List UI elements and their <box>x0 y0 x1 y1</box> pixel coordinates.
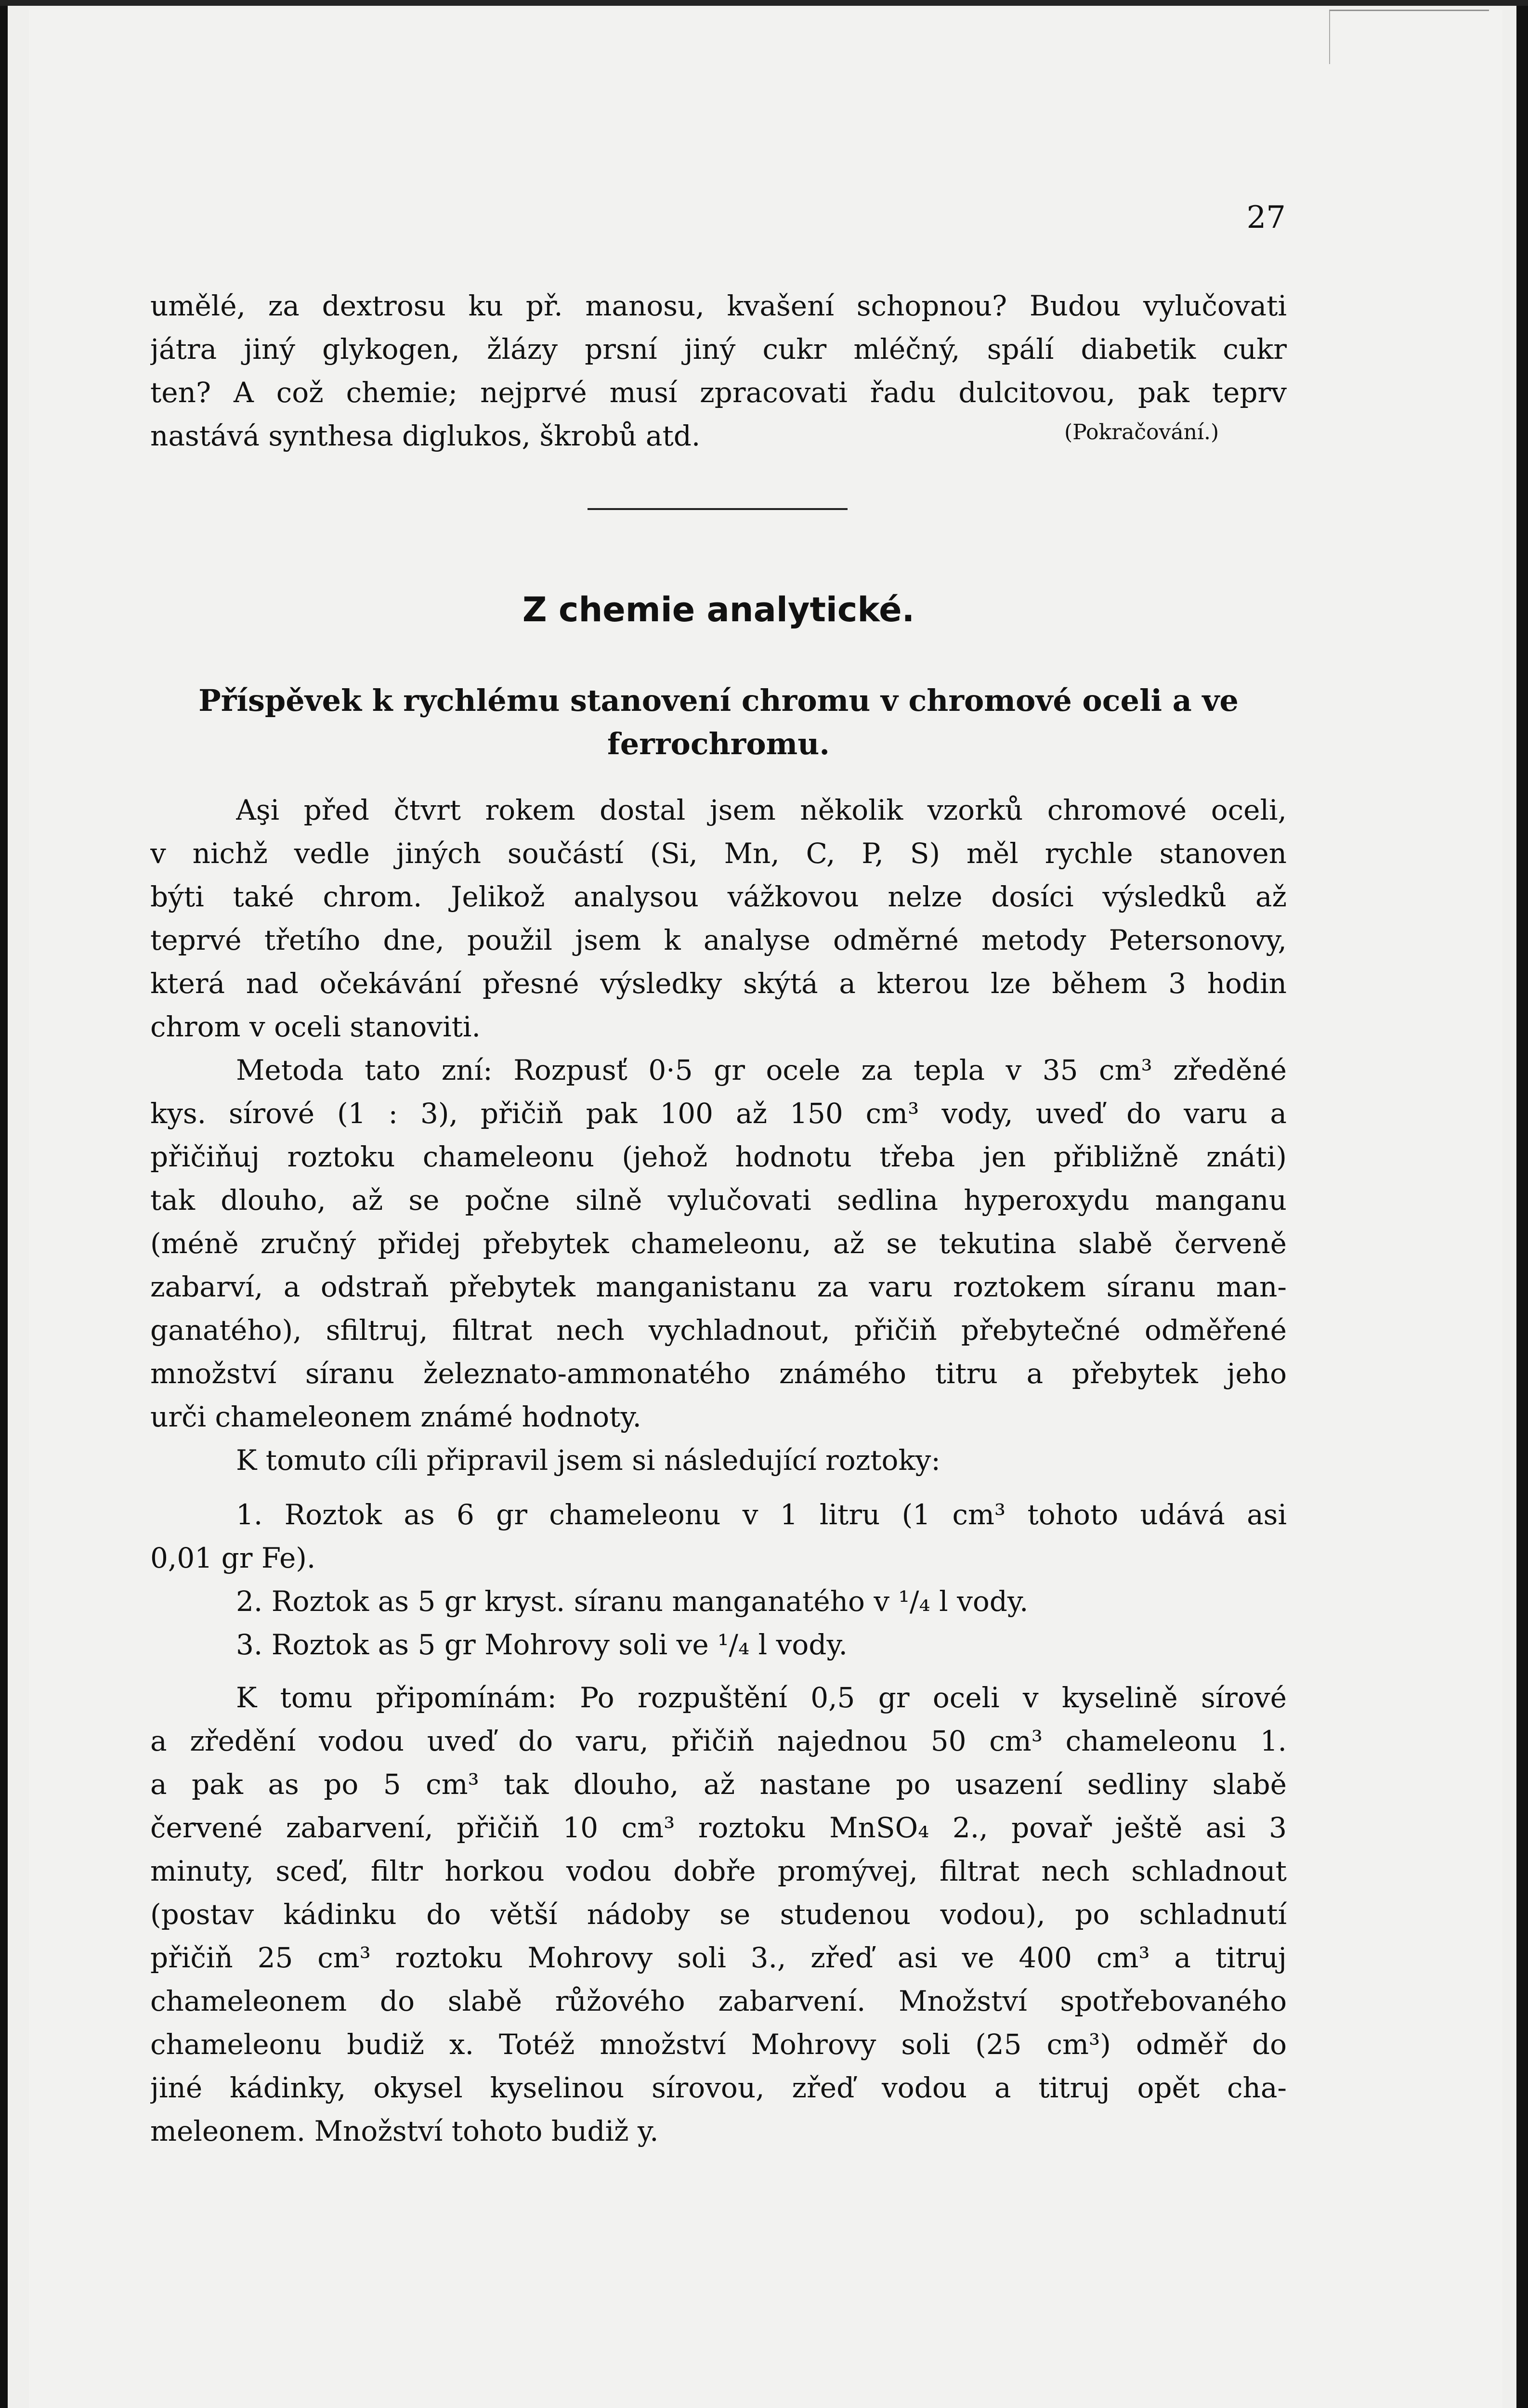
scan-border-top <box>0 0 1528 6</box>
paragraph-line: býti také chrom. Jelikož analysou vážkovou nelze dosíci výsledků až <box>150 880 1287 913</box>
paragraph-line: K tomu připomínám: Po rozpuštění 0,5 gr oceli v kyselině sírové <box>236 1681 1287 1714</box>
scan-artifact <box>1329 10 1489 64</box>
paragraph-line: teprvé třetího dne, použil jsem k analyse odměrné metody Petersonovy, <box>150 924 1287 956</box>
paragraph-line: chameleonem do slabě růžového zabarvení. Množství spotřebovaného <box>150 1985 1287 2017</box>
continuation-line: ten? A což chemie; nejprvé musí zpracovati řadu dulcitovou, pak teprv <box>150 376 1287 409</box>
article-title-line: Příspěvek k rychlému stanovení chromu v chromové oceli a ve <box>198 683 1239 718</box>
paragraph-line: tak dlouho, až se počne silně vylučovati sedlina hyperoxydu manganu <box>150 1184 1287 1217</box>
list-item: 0,01 gr Fe). <box>150 1542 316 1574</box>
list-item: 1. Roztok as 6 gr chameleonu v 1 litru (1 cm³ tohoto udává asi <box>236 1498 1287 1531</box>
section-title: Z chemie analytické. <box>522 590 915 629</box>
paragraph-line: K tomuto cíli připravil jsem si následující roztoky: <box>236 1444 940 1477</box>
scan-border-right <box>1516 0 1528 2408</box>
paragraph-line: ganatého), sfiltruj, filtrat nech vychladnout, přičiň přebytečné odměřené <box>150 1314 1287 1347</box>
paragraph-line: minuty, sceď, filtr horkou vodou dobře promývej, filtrat nech schladnout <box>150 1855 1287 1887</box>
paragraph-line: zabarví, a odstraň přebytek manganistanu za varu roztokem síranu man- <box>150 1270 1287 1303</box>
paragraph-line: jiné kádinky, okysel kyselinou sírovou, zřeď vodou a titruj opět cha- <box>150 2071 1287 2104</box>
continuation-line: játra jiný glykogen, žlázy prsní jiný cukr mléčný, spálí diabetik cukr <box>150 333 1287 366</box>
paragraph-line: meleonem. Množství tohoto budiž y. <box>150 2115 659 2147</box>
paragraph-line: v nichž vedle jiných součástí (Si, Mn, C, P, S) měl rychle stanoven <box>150 837 1287 870</box>
paragraph-line: která nad očekávání přesné výsledky skýtá a kterou lze během 3 hodin <box>150 967 1287 1000</box>
paragraph-line: přičiň 25 cm³ roztoku Mohrovy soli 3., zřeď asi ve 400 cm³ a titruj <box>150 1941 1287 1974</box>
paragraph-line: Metoda tato zní: Rozpusť 0·5 gr ocele za tepla v 35 cm³ zředěné <box>236 1054 1287 1086</box>
scan-border-left <box>0 0 8 2408</box>
paragraph-line: a pak as po 5 cm³ tak dlouho, až nastane po usazení sedliny slabě <box>150 1768 1287 1801</box>
list-item: 3. Roztok as 5 gr Mohrovy soli ve ¹/₄ l vody. <box>236 1628 848 1661</box>
paragraph-line: kys. sírové (1 : 3), přičiň pak 100 až 150 cm³ vody, uveď do varu a <box>150 1097 1287 1130</box>
section-divider <box>588 508 848 510</box>
paragraph-line: množství síranu železnato-ammonatého známého titru a přebytek jeho <box>150 1357 1287 1390</box>
paragraph-line: červené zabarvení, přičiň 10 cm³ roztoku MnSO₄ 2., povař ještě asi 3 <box>150 1811 1287 1844</box>
paragraph-line: chrom v oceli stanoviti. <box>150 1010 481 1043</box>
continuation-line: umělé, za dextrosu ku př. manosu, kvašení schopnou? Budou vylučovati <box>150 289 1287 322</box>
continued-label: (Pokračování.) <box>1064 420 1219 445</box>
list-item: 2. Roztok as 5 gr kryst. síranu manganatého v ¹/₄ l vody. <box>236 1585 1029 1618</box>
page-number: 27 <box>1246 200 1286 236</box>
paragraph-line: Aşi před čtvrt rokem dostal jsem několik vzorků chromové oceli, <box>236 794 1287 826</box>
paragraph-line: a zředění vodou uveď do varu, přičiň najednou 50 cm³ chameleonu 1. <box>150 1725 1287 1757</box>
continuation-line: nastává synthesa diglukos, škrobů atd. <box>150 419 701 452</box>
paragraph-line: přičiňuj roztoku chameleonu (jehož hodnotu třeba jen přibližně znáti) <box>150 1140 1287 1173</box>
article-title-line: ferrochromu. <box>607 726 830 761</box>
paragraph-line: chameleonu budiž x. Totéž množství Mohrovy soli (25 cm³) odměř do <box>150 2028 1287 2061</box>
paragraph-line: urči chameleonem známé hodnoty. <box>150 1400 641 1433</box>
paragraph-line: (méně zručný přidej přebytek chameleonu, až se tekutina slabě červeně <box>150 1227 1287 1260</box>
paragraph-line: (postav kádinku do větší nádoby se studenou vodou), po schladnutí <box>150 1898 1287 1931</box>
